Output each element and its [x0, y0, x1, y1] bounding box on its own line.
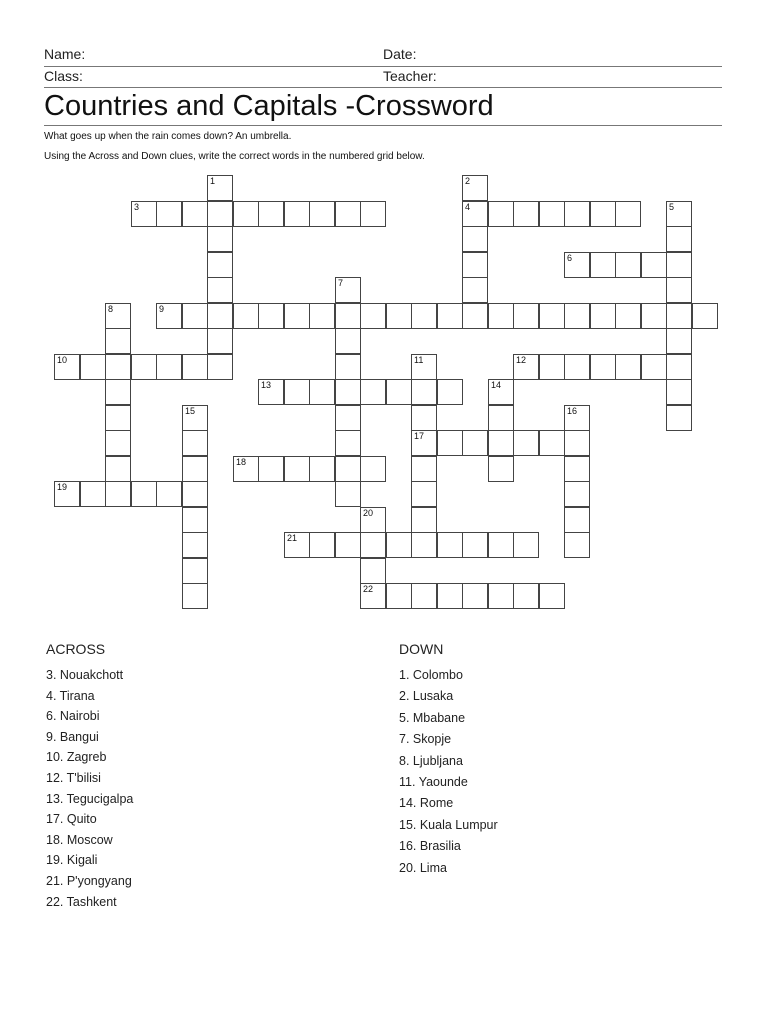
- page-title: Countries and Capitals -Crossword: [44, 87, 722, 126]
- grid-cell[interactable]: [284, 379, 310, 405]
- grid-cell[interactable]: [488, 456, 514, 482]
- clue-number: 15: [185, 406, 196, 416]
- grid-cell[interactable]: [666, 379, 692, 405]
- grid-cell[interactable]: [309, 532, 335, 558]
- grid-cell[interactable]: [411, 507, 437, 533]
- grid-cell[interactable]: [182, 456, 208, 482]
- grid-cell[interactable]: [564, 430, 590, 456]
- grid-cell[interactable]: [105, 379, 131, 405]
- grid-cell[interactable]: [513, 532, 539, 558]
- grid-cell[interactable]: [615, 252, 641, 278]
- grid-cell[interactable]: [335, 379, 361, 405]
- grid-cell[interactable]: [360, 507, 386, 533]
- grid-cell[interactable]: [309, 379, 335, 405]
- grid-cell[interactable]: [513, 583, 539, 609]
- grid-cell[interactable]: [207, 201, 233, 227]
- grid-cell[interactable]: [258, 201, 284, 227]
- grid-cell[interactable]: [309, 201, 335, 227]
- grid-cell[interactable]: [386, 379, 412, 405]
- grid-cell[interactable]: [335, 481, 361, 507]
- grid-cell[interactable]: [156, 201, 182, 227]
- grid-cell[interactable]: [309, 303, 335, 329]
- grid-cell[interactable]: [360, 456, 386, 482]
- clue-number: 16: [567, 406, 578, 416]
- grid-cell[interactable]: [488, 201, 514, 227]
- grid-cell[interactable]: [207, 277, 233, 303]
- grid-cell[interactable]: [182, 558, 208, 584]
- grid-cell[interactable]: [666, 328, 692, 354]
- grid-cell[interactable]: [692, 303, 718, 329]
- clue-number: 20: [363, 508, 374, 518]
- across-clue: 9. Bangui: [46, 729, 99, 744]
- clue-number: 3: [134, 202, 140, 212]
- grid-cell[interactable]: [437, 303, 463, 329]
- grid-cell[interactable]: [335, 532, 361, 558]
- grid-cell[interactable]: [590, 354, 616, 380]
- grid-cell[interactable]: [258, 303, 284, 329]
- grid-cell[interactable]: [590, 201, 616, 227]
- grid-cell[interactable]: [131, 201, 157, 227]
- grid-cell[interactable]: [539, 201, 565, 227]
- teacher-label: Teacher:: [383, 68, 437, 84]
- grid-cell[interactable]: [233, 201, 259, 227]
- grid-cell[interactable]: [386, 303, 412, 329]
- clue-number: 2: [465, 176, 471, 186]
- clue-number: 18: [236, 457, 247, 467]
- grid-cell[interactable]: [437, 532, 463, 558]
- grid-cell[interactable]: [386, 532, 412, 558]
- clue-number: 22: [363, 584, 374, 594]
- grid-cell[interactable]: [182, 354, 208, 380]
- grid-cell[interactable]: [488, 405, 514, 431]
- grid-cell[interactable]: [437, 379, 463, 405]
- grid-cell[interactable]: [488, 532, 514, 558]
- grid-cell[interactable]: [360, 532, 386, 558]
- grid-cell[interactable]: [462, 430, 488, 456]
- grid-cell[interactable]: [233, 456, 259, 482]
- grid-cell[interactable]: [54, 354, 80, 380]
- grid-cell[interactable]: [666, 303, 692, 329]
- grid-cell[interactable]: [666, 252, 692, 278]
- grid-cell[interactable]: [411, 303, 437, 329]
- across-clue: 18. Moscow: [46, 832, 113, 847]
- grid-cell[interactable]: [411, 583, 437, 609]
- grid-cell[interactable]: [539, 303, 565, 329]
- down-clue: 14. Rome: [399, 796, 454, 811]
- grid-cell[interactable]: [335, 201, 361, 227]
- grid-cell[interactable]: [462, 303, 488, 329]
- down-clue: 16. Brasilia: [399, 839, 461, 854]
- grid-cell[interactable]: [335, 456, 361, 482]
- clue-number: 17: [414, 431, 425, 441]
- grid-cell[interactable]: [105, 328, 131, 354]
- clue-number: 7: [338, 278, 344, 288]
- grid-cell[interactable]: [360, 201, 386, 227]
- grid-cell[interactable]: [539, 354, 565, 380]
- grid-cell[interactable]: [488, 303, 514, 329]
- grid-cell[interactable]: [564, 201, 590, 227]
- down-clue: 11. Yaounde: [399, 775, 468, 790]
- clue-number: 5: [669, 202, 675, 212]
- grid-cell[interactable]: [437, 583, 463, 609]
- grid-cell[interactable]: [207, 354, 233, 380]
- grid-cell[interactable]: [233, 303, 259, 329]
- grid-cell[interactable]: [590, 252, 616, 278]
- grid-cell[interactable]: [105, 430, 131, 456]
- grid-cell[interactable]: [488, 379, 514, 405]
- down-clue: 5. Mbabane: [399, 710, 466, 725]
- grid-cell[interactable]: [360, 558, 386, 584]
- grid-cell[interactable]: [335, 328, 361, 354]
- grid-cell[interactable]: [156, 354, 182, 380]
- grid-cell[interactable]: [462, 532, 488, 558]
- down-clue: 1. Colombo: [399, 668, 463, 682]
- grid-cell[interactable]: [182, 405, 208, 431]
- grid-cell[interactable]: [513, 201, 539, 227]
- grid-cell[interactable]: [564, 252, 590, 278]
- grid-cell[interactable]: [539, 430, 565, 456]
- grid-cell[interactable]: [666, 354, 692, 380]
- clue-number: 11: [414, 355, 424, 365]
- grid-cell[interactable]: [411, 481, 437, 507]
- grid-cell[interactable]: [105, 405, 131, 431]
- across-clue: 21. P'yongyang: [46, 873, 132, 888]
- across-clue: 13. Tegucigalpa: [46, 791, 134, 806]
- grid-cell[interactable]: [284, 303, 310, 329]
- class-teacher-row: [44, 68, 722, 88]
- grid-cell[interactable]: [411, 379, 437, 405]
- grid-cell[interactable]: [105, 481, 131, 507]
- grid-cell[interactable]: [564, 354, 590, 380]
- grid-cell[interactable]: [105, 456, 131, 482]
- grid-cell[interactable]: [666, 226, 692, 252]
- grid-cell[interactable]: [564, 456, 590, 482]
- grid-cell[interactable]: [462, 175, 488, 201]
- grid-cell[interactable]: [258, 456, 284, 482]
- grid-cell[interactable]: [182, 507, 208, 533]
- across-clues: [46, 641, 346, 912]
- clue-number: 6: [567, 253, 573, 263]
- clue-number: 10: [57, 355, 68, 365]
- across-clue: 22. Tashkent: [46, 894, 117, 909]
- name-label: Name:: [44, 46, 86, 62]
- grid-cell[interactable]: [666, 201, 692, 227]
- down-heading: DOWN: [399, 641, 444, 657]
- down-clue: 2. Lusaka: [399, 689, 454, 704]
- grid-cell[interactable]: [513, 354, 539, 380]
- grid-cell[interactable]: [335, 405, 361, 431]
- clue-number: 8: [108, 304, 114, 314]
- date-label: Date:: [383, 46, 417, 62]
- grid-cell[interactable]: [564, 507, 590, 533]
- grid-cell[interactable]: [360, 379, 386, 405]
- grid-cell[interactable]: [105, 303, 131, 329]
- grid-cell[interactable]: [411, 430, 437, 456]
- across-clue: 4. Tirana: [46, 688, 95, 703]
- grid-cell[interactable]: [641, 303, 667, 329]
- down-clue: 20. Lima: [399, 860, 447, 875]
- grid-cell[interactable]: [615, 201, 641, 227]
- grid-cell[interactable]: [462, 201, 488, 227]
- clue-number: 13: [261, 380, 272, 390]
- grid-cell[interactable]: [182, 430, 208, 456]
- grid-cell[interactable]: [641, 354, 667, 380]
- grid-cell[interactable]: [360, 303, 386, 329]
- grid-cell[interactable]: [411, 354, 437, 380]
- grid-cell[interactable]: [564, 481, 590, 507]
- across-heading: ACROSS: [46, 641, 106, 657]
- class-label: Class:: [44, 68, 83, 84]
- directions-text: Using the Across and Down clues, write the correct words in the numbered grid below.: [44, 151, 425, 162]
- grid-cell[interactable]: [564, 532, 590, 558]
- grid-cell[interactable]: [513, 303, 539, 329]
- grid-cell[interactable]: [615, 354, 641, 380]
- name-date-row: [44, 46, 722, 67]
- grid-cell[interactable]: [80, 481, 106, 507]
- across-clue: 12. T'bilisi: [46, 770, 101, 785]
- grid-cell[interactable]: [666, 405, 692, 431]
- grid-cell[interactable]: [156, 481, 182, 507]
- grid-cell[interactable]: [666, 277, 692, 303]
- grid-cell[interactable]: [411, 456, 437, 482]
- grid-cell[interactable]: [335, 303, 361, 329]
- grid-cell[interactable]: [437, 430, 463, 456]
- clue-number: 14: [491, 380, 502, 390]
- grid-cell[interactable]: [207, 226, 233, 252]
- grid-cell[interactable]: [462, 252, 488, 278]
- down-clue: 7. Skopje: [399, 732, 452, 747]
- across-clue: 3. Nouakchott: [46, 668, 124, 682]
- grid-cell[interactable]: [182, 532, 208, 558]
- grid-cell[interactable]: [488, 583, 514, 609]
- grid-cell[interactable]: [335, 354, 361, 380]
- grid-cell[interactable]: [462, 226, 488, 252]
- grid-cell[interactable]: [309, 456, 335, 482]
- grid-cell[interactable]: [207, 303, 233, 329]
- grid-cell[interactable]: [131, 354, 157, 380]
- grid-cell[interactable]: [539, 583, 565, 609]
- grid-cell[interactable]: [131, 481, 157, 507]
- down-clue: 15. Kuala Lumpur: [399, 817, 498, 832]
- grid-cell[interactable]: [105, 354, 131, 380]
- clue-number: 19: [57, 482, 68, 492]
- clue-number: 4: [465, 202, 471, 212]
- across-clue: 6. Nairobi: [46, 709, 100, 724]
- grid-cell[interactable]: [386, 583, 412, 609]
- clue-number: 9: [159, 304, 165, 314]
- grid-cell[interactable]: [462, 277, 488, 303]
- across-clue: 17. Quito: [46, 812, 97, 827]
- joke-text: What goes up when the rain comes down? An umbrella.: [44, 131, 292, 142]
- grid-cell[interactable]: [182, 303, 208, 329]
- grid-cell[interactable]: [182, 481, 208, 507]
- clue-number: 1: [210, 176, 216, 186]
- grid-cell[interactable]: [284, 456, 310, 482]
- grid-cell[interactable]: [284, 201, 310, 227]
- grid-cell[interactable]: [564, 405, 590, 431]
- clue-number: 21: [287, 533, 298, 543]
- grid-cell[interactable]: [80, 354, 106, 380]
- grid-cell[interactable]: [182, 583, 208, 609]
- grid-cell[interactable]: [411, 532, 437, 558]
- grid-cell[interactable]: [335, 430, 361, 456]
- grid-cell[interactable]: [335, 277, 361, 303]
- grid-cell[interactable]: [207, 252, 233, 278]
- grid-cell[interactable]: [615, 303, 641, 329]
- grid-cell[interactable]: [513, 430, 539, 456]
- grid-cell[interactable]: [564, 303, 590, 329]
- down-clue: 8. Ljubljana: [399, 753, 463, 768]
- grid-cell[interactable]: [360, 583, 386, 609]
- across-clue: 19. Kigali: [46, 853, 98, 868]
- grid-cell[interactable]: [284, 532, 310, 558]
- down-clues: [399, 641, 699, 879]
- grid-cell[interactable]: [54, 481, 80, 507]
- grid-cell[interactable]: [207, 328, 233, 354]
- grid-cell[interactable]: [156, 303, 182, 329]
- clue-number: 12: [516, 355, 527, 365]
- grid-cell[interactable]: [641, 252, 667, 278]
- grid-cell[interactable]: [207, 175, 233, 201]
- grid-cell[interactable]: [488, 430, 514, 456]
- grid-cell[interactable]: [590, 303, 616, 329]
- grid-cell[interactable]: [411, 405, 437, 431]
- grid-cell[interactable]: [258, 379, 284, 405]
- grid-cell[interactable]: [462, 583, 488, 609]
- across-clue: 10. Zagreb: [46, 750, 107, 765]
- grid-cell[interactable]: [182, 201, 208, 227]
